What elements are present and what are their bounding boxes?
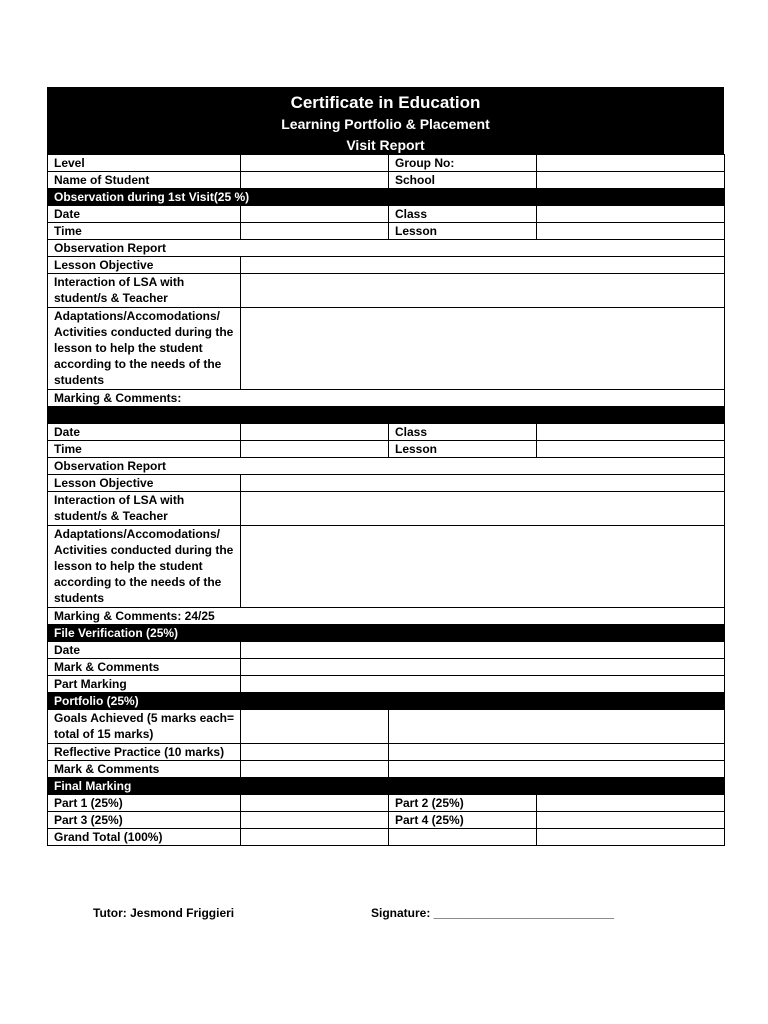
interaction-field[interactable]: [241, 274, 725, 308]
table-row: [48, 257, 725, 274]
form-table: [47, 154, 725, 846]
reflective-practice-field[interactable]: [241, 744, 389, 761]
part3-label: Part 3 (25%): [48, 812, 241, 829]
observation-report-label: Observation Report: [48, 240, 725, 257]
lesson-objective-label: Lesson Objective: [48, 475, 241, 492]
part2-field[interactable]: [537, 795, 725, 812]
lesson-objective-field[interactable]: [241, 475, 725, 492]
table-row: [48, 172, 725, 189]
class-label: Class: [389, 424, 537, 441]
observation-report-label: Observation Report: [48, 458, 725, 475]
section-header: [48, 778, 725, 795]
part1-label: Part 1 (25%): [48, 795, 241, 812]
mark-comments-label: Mark & Comments: [48, 761, 241, 778]
date-field[interactable]: [241, 642, 725, 659]
mark-comments-extra-field[interactable]: [389, 761, 725, 778]
lesson-field[interactable]: [537, 441, 725, 458]
part-marking-field[interactable]: [241, 676, 725, 693]
date-label: Date: [48, 424, 241, 441]
table-row: [48, 492, 725, 526]
file-verification-heading: File Verification (25%): [48, 625, 725, 642]
visit-report-form: [47, 87, 724, 846]
marking-comments-label: Marking & Comments: 24/25: [48, 608, 725, 625]
table-row: [48, 761, 725, 778]
group-no-label: Group No:: [389, 155, 537, 172]
goals-achieved-comments-field[interactable]: [389, 710, 725, 744]
date-field[interactable]: [241, 424, 389, 441]
level-label: Level: [48, 155, 241, 172]
table-row: [48, 526, 725, 608]
grand-total-label: Grand Total (100%): [48, 829, 241, 846]
section-header: [48, 625, 725, 642]
table-row: [48, 744, 725, 761]
grand-total-field[interactable]: [241, 829, 389, 846]
section-header: [48, 693, 725, 710]
table-row: [48, 458, 725, 475]
part4-field[interactable]: [537, 812, 725, 829]
adaptations-field[interactable]: [241, 308, 725, 390]
part1-field[interactable]: [241, 795, 389, 812]
grand-total-extra-2[interactable]: [537, 829, 725, 846]
table-row: [48, 206, 725, 223]
table-row: [48, 642, 725, 659]
table-row: [48, 475, 725, 492]
reflective-practice-label: Reflective Practice (10 marks): [48, 744, 241, 761]
date-label: Date: [48, 642, 241, 659]
interaction-label: Interaction of LSA with student/s & Teacher: [48, 492, 241, 526]
part2-label: Part 2 (25%): [389, 795, 537, 812]
final-marking-heading: Final Marking: [48, 778, 725, 795]
table-row: [48, 441, 725, 458]
grand-total-extra-1[interactable]: [389, 829, 537, 846]
group-no-field[interactable]: [537, 155, 725, 172]
table-row: [48, 155, 725, 172]
table-row: [48, 795, 725, 812]
signature-line: Signature: ___________________________: [371, 906, 614, 920]
school-label: School: [389, 172, 537, 189]
table-row: [48, 424, 725, 441]
marking-comments-label: Marking & Comments:: [48, 390, 725, 407]
part4-label: Part 4 (25%): [389, 812, 537, 829]
mark-comments-label: Mark & Comments: [48, 659, 241, 676]
table-row: [48, 608, 725, 625]
part3-field[interactable]: [241, 812, 389, 829]
lesson-objective-label: Lesson Objective: [48, 257, 241, 274]
form-subtitle-2: Visit Report: [346, 137, 425, 153]
table-row: [48, 812, 725, 829]
table-row: [48, 676, 725, 693]
class-label: Class: [389, 206, 537, 223]
reflective-practice-comments-field[interactable]: [389, 744, 725, 761]
table-row: [48, 240, 725, 257]
adaptations-label: Adaptations/Accomodations/ Activities conducted during the lesson to help the student according to the needs of the students: [48, 526, 241, 608]
section-header: [48, 189, 725, 206]
mark-comments-field[interactable]: [241, 761, 389, 778]
lesson-objective-field[interactable]: [241, 257, 725, 274]
interaction-label: Interaction of LSA with student/s & Teacher: [48, 274, 241, 308]
form-header: [47, 87, 724, 154]
level-field[interactable]: [241, 155, 389, 172]
school-field[interactable]: [537, 172, 725, 189]
portfolio-heading: Portfolio (25%): [48, 693, 725, 710]
adaptations-label: Adaptations/Accomodations/ Activities conducted during the lesson to help the student according to the needs of the students: [48, 308, 241, 390]
table-row: [48, 710, 725, 744]
mark-comments-field[interactable]: [241, 659, 725, 676]
interaction-field[interactable]: [241, 492, 725, 526]
class-field[interactable]: [537, 424, 725, 441]
visit1-heading: Observation during 1st Visit(25 %): [48, 189, 725, 206]
time-label: Time: [48, 223, 241, 240]
lesson-field[interactable]: [537, 223, 725, 240]
time-label: Time: [48, 441, 241, 458]
table-row: [48, 223, 725, 240]
date-field[interactable]: [241, 206, 389, 223]
lesson-label: Lesson: [389, 223, 537, 240]
form-title: Certificate in Education: [290, 93, 481, 112]
visit2-heading: [48, 407, 725, 424]
part-marking-label: Part Marking: [48, 676, 241, 693]
table-row: [48, 390, 725, 407]
name-of-student-label: Name of Student: [48, 172, 241, 189]
date-label: Date: [48, 206, 241, 223]
name-of-student-field[interactable]: [241, 172, 389, 189]
lesson-label: Lesson: [389, 441, 537, 458]
table-row: [48, 308, 725, 390]
adaptations-field[interactable]: [241, 526, 725, 608]
goals-achieved-field[interactable]: [241, 710, 389, 744]
section-header: [48, 407, 725, 424]
table-row: [48, 274, 725, 308]
time-field[interactable]: [241, 441, 389, 458]
table-row: [48, 829, 725, 846]
goals-achieved-label: Goals Achieved (5 marks each= total of 15 marks): [48, 710, 241, 744]
form-subtitle: Learning Portfolio & Placement: [281, 116, 490, 132]
class-field[interactable]: [537, 206, 725, 223]
table-row: [48, 659, 725, 676]
time-field[interactable]: [241, 223, 389, 240]
tutor-name: Tutor: Jesmond Friggieri: [93, 906, 235, 920]
